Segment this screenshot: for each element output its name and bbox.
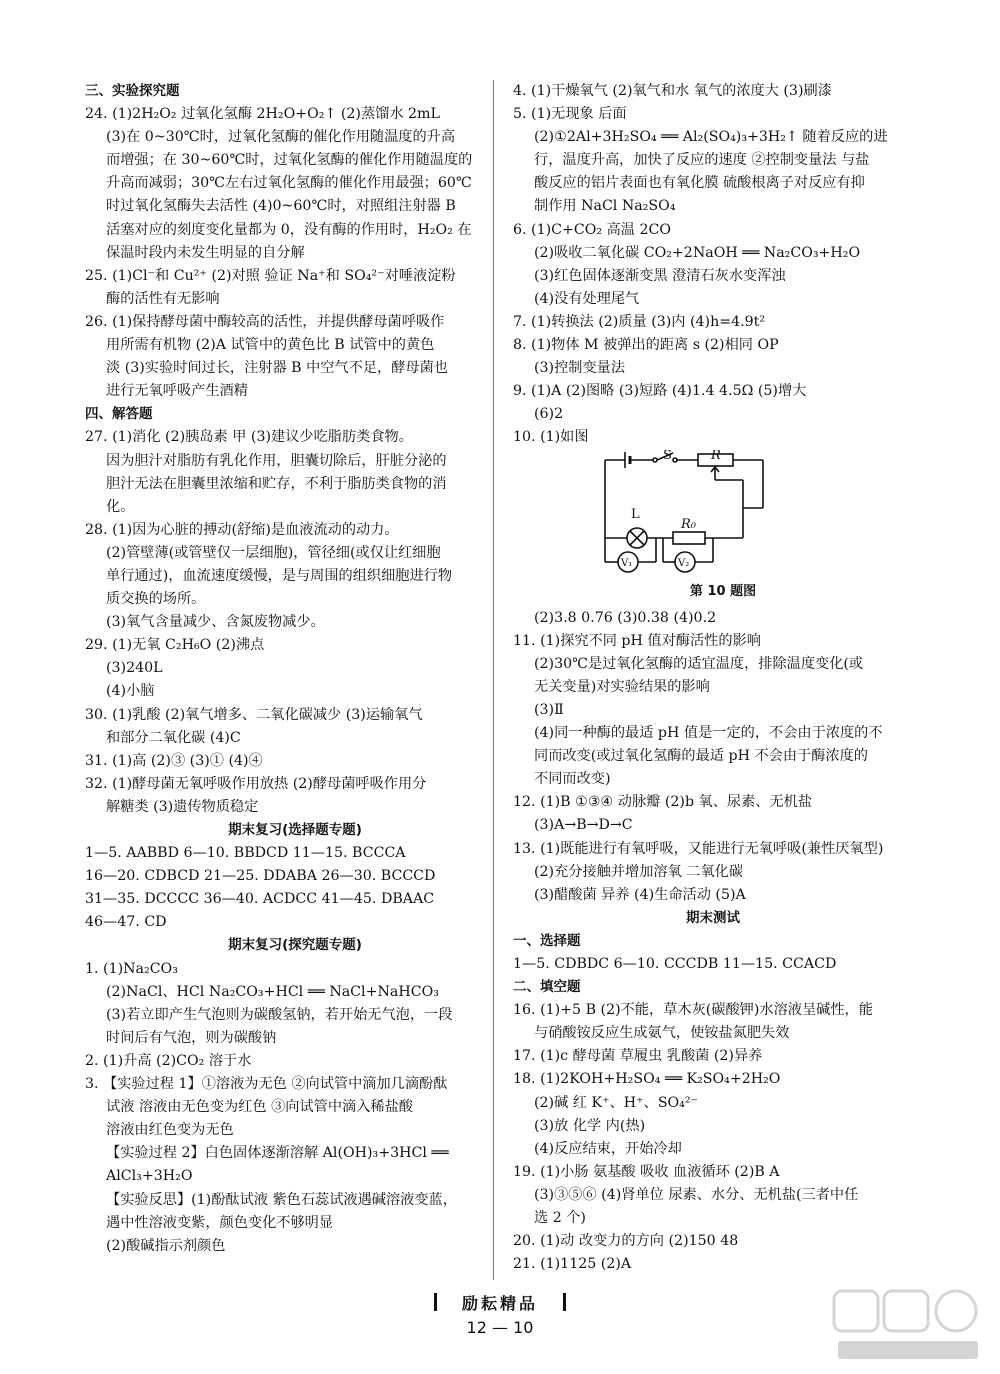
answer-line: 不同而改变) bbox=[534, 771, 611, 788]
answer-line: 用所需有机物 (2)A 试管中的黄色比 B 试管中的黄色 bbox=[106, 337, 435, 354]
answer-line: (2)碱 红 K⁺、H⁺、SO₄²⁻ bbox=[534, 1094, 699, 1111]
answer-line: 而增强；在 30~60℃时，过氧化氢酶的催化作用随温度的 bbox=[106, 152, 473, 169]
answer-line: 【实验反思】(1)酚酞试液 紫色石蕊试液遇碱溶液变蓝， bbox=[106, 1191, 457, 1208]
answer-line: (4)小脑 bbox=[106, 683, 155, 700]
answer-line: 27. (1)消化 (2)胰岛素 甲 (3)建议少吃脂肪类食物。 bbox=[85, 429, 413, 446]
answer-line: 行，温度升高，加快了反应的速度 ②控制变量法 与盐 bbox=[534, 152, 870, 169]
answer-line: (2)3.8 0.76 (3)0.38 (4)0.2 bbox=[534, 609, 717, 626]
answer-line: (3)放 化学 内(热) bbox=[534, 1117, 646, 1134]
answer-line: 进行无氧呼吸产生酒精 bbox=[106, 383, 248, 400]
answer-line: 16—20. CDBCD 21—25. DDABA 26—30. BCCCD bbox=[85, 868, 436, 885]
answer-line: 1—5. CDBDC 6—10. CCCDB 11—15. CCACD bbox=[513, 956, 837, 972]
answer-line: (3)在 0~30℃时，过氧化氢酶的催化作用随温度的升高 bbox=[106, 129, 456, 146]
answer-line: 20. (1)动 改变力的方向 (2)150 48 bbox=[513, 1233, 739, 1250]
answer-line: (4)反应结束，开始冷却 bbox=[534, 1140, 682, 1157]
answer-line: 活塞对应的刻度变化量都为 0，没有酶的作用时，H₂O₂ 在 bbox=[106, 221, 472, 238]
answer-line: 16. (1)+5 B (2)不能，草木灰(碳酸钾)水溶液呈碱性，能 bbox=[513, 1002, 873, 1019]
answer-line: 10. (1)如图 bbox=[513, 429, 589, 446]
answer-line: 12. (1)B ①③④ 动脉瓣 (2)b 氧、尿素、无机盐 bbox=[513, 794, 813, 811]
answer-line: 46—47. CD bbox=[85, 914, 167, 931]
answer-line: 1. (1)Na₂CO₃ bbox=[85, 960, 178, 977]
answer-line: 胆汁无法在胆囊里浓缩和贮存，不利于脂肪类食物的消 bbox=[106, 475, 447, 492]
section-heading: 一、选择题 bbox=[513, 932, 581, 949]
answer-line: (2)管壁薄(或管壁仅一层细胞)，管径细(或仅让红细胞 bbox=[106, 544, 441, 561]
answer-line: (3)红色固体逐渐变黑 澄清石灰水变浑浊 bbox=[534, 267, 786, 284]
label-V2: V₂ bbox=[678, 557, 690, 569]
figure-caption: 第 10 题图 bbox=[689, 583, 757, 599]
answer-line: 17. (1)c 酵母菌 草履虫 乳酸菌 (2)异养 bbox=[513, 1048, 763, 1065]
answer-line: 25. (1)Cl⁻和 Cu²⁺ (2)对照 验证 Na⁺和 SO₄²⁻对唾液淀粉 bbox=[85, 267, 456, 284]
answer-line: (3)240L bbox=[106, 660, 163, 677]
right-column-top bbox=[513, 80, 913, 450]
watermark-logo bbox=[828, 1285, 988, 1365]
label-R0: R₀ bbox=[681, 516, 696, 532]
answer-line: (3)A→B→D→C bbox=[534, 817, 633, 834]
answer-line: 遇中性溶液变紫，颜色变化不够明显 bbox=[106, 1214, 334, 1231]
answer-line: AlCl₃+3H₂O bbox=[106, 1168, 193, 1185]
answer-line: 32. (1)酵母菌无氧呼吸作用放热 (2)酵母菌呼吸作用分 bbox=[85, 775, 427, 792]
section-heading: 二、填空题 bbox=[513, 979, 581, 996]
label-V1: V₁ bbox=[621, 557, 633, 569]
brand-logo: 励耘精品 bbox=[430, 1291, 570, 1314]
answer-line: (3)控制变量法 bbox=[534, 360, 626, 377]
answer-line: 18. (1)2KOH+H₂SO₄ ══ K₂SO₄+2H₂O bbox=[513, 1071, 781, 1088]
answer-line: 试液 溶液由无色变为红色 ③向试管中滴入稀盐酸 bbox=[106, 1099, 413, 1116]
answer-line: 时过氧化氢酶失去活性 (4)0~60℃时，对照组注射器 B bbox=[106, 198, 456, 215]
answer-line: 13. (1)既能进行有氧呼吸，又能进行无氧呼吸(兼性厌氧型) bbox=[513, 840, 884, 857]
answer-line: 淡 (3)实验时间过长，注射器 B 中空气不足，酵母菌也 bbox=[106, 360, 448, 377]
chapter-heading: 期末测试 bbox=[686, 909, 740, 926]
answer-line: (2)30℃是过氧化氢酶的适宜温度，排除温度变化(或 bbox=[534, 655, 864, 672]
answer-line: 5. (1)无现象 后面 bbox=[513, 106, 627, 123]
left-column bbox=[85, 80, 505, 1258]
answer-line: 单行通过)，血流速度缓慢，是与周围的组织细胞进行物 bbox=[106, 567, 453, 584]
chapter-heading: 期末复习(探究题专题) bbox=[228, 937, 362, 954]
circuit-diagram bbox=[513, 450, 913, 580]
answer-line: (2)充分接触并增加溶氧 二氧化碳 bbox=[534, 863, 744, 880]
answer-line: (2)NaCl、HCl Na₂CO₃+HCl ══ NaCl+NaHCO₃ bbox=[106, 983, 439, 1000]
answer-line: 9. (1)A (2)图略 (3)短路 (4)1.4 4.5Ω (5)增大 bbox=[513, 383, 807, 400]
answer-line: (3)若立即产生气泡则为碳酸氢钠，若开始无气泡，一段 bbox=[106, 1006, 453, 1023]
answer-line: (4)同一种酶的最适 pH 值是一定的，不会由于浓度的不 bbox=[534, 725, 883, 742]
answer-line: 3. 【实验过程 1】①溶液为无色 ②向试管中滴加几滴酚酞 bbox=[85, 1076, 448, 1093]
answer-line: 制作用 NaCl Na₂SO₄ bbox=[534, 198, 676, 215]
answer-line: 化。 bbox=[106, 498, 135, 515]
answer-line: (4)没有处理尾气 bbox=[534, 290, 640, 307]
answer-line: (6)2 bbox=[534, 406, 564, 423]
section-heading: 四、解答题 bbox=[85, 406, 153, 423]
answer-line: 31—35. DCCCC 36—40. ACDCC 41—45. DBAAC bbox=[85, 891, 435, 908]
answer-line: 21. (1)1125 (2)A bbox=[513, 1256, 632, 1273]
answer-line: 7. (1)转换法 (2)质量 (3)内 (4)h=4.9t² bbox=[513, 313, 766, 330]
answer-line: 溶液由红色变为无色 bbox=[106, 1122, 234, 1139]
answer-line: (2)酸碱指示剂颜色 bbox=[106, 1237, 226, 1254]
answer-line: 时间后有气泡，则为碳酸钠 bbox=[106, 1029, 277, 1046]
right-column-bottom bbox=[513, 607, 913, 1277]
answer-line: 因为胆汁对脂肪有乳化作用，胆囊切除后，肝脏分泌的 bbox=[106, 452, 447, 469]
answer-line: 11. (1)探究不同 pH 值对酶活性的影响 bbox=[513, 632, 761, 649]
answer-line: 【实验过程 2】白色固体逐渐溶解 Al(OH)₃+3HCl ══ bbox=[106, 1145, 449, 1162]
answer-line: 4. (1)干燥氧气 (2)氧气和水 氧气的浓度大 (3)刷漆 bbox=[513, 83, 832, 99]
answer-line: 29. (1)无氧 C₂H₆O (2)沸点 bbox=[85, 637, 265, 654]
answer-line: 酶的活性有无影响 bbox=[106, 290, 220, 307]
page-number: 12 — 10 bbox=[466, 1318, 534, 1337]
answer-line: 19. (1)小肠 氨基酸 吸收 血液循环 (2)B A bbox=[513, 1163, 780, 1180]
circuit-figure bbox=[513, 450, 913, 580]
chapter-heading: 期末复习(选择题专题) bbox=[228, 822, 362, 838]
label-S: S bbox=[663, 449, 672, 463]
answer-line: 2. (1)升高 (2)CO₂ 溶于水 bbox=[85, 1052, 252, 1069]
answer-line: (2)①2Al+3H₂SO₄ ══ Al₂(SO₄)₃+3H₂↑ 随着反应的进 bbox=[534, 129, 888, 146]
answer-line: 26. (1)保持酵母菌中酶较高的活性，并提供酵母菌呼吸作 bbox=[85, 313, 445, 330]
answer-line: 28. (1)因为心脏的搏动(舒缩)是血液流动的动力。 bbox=[85, 521, 399, 538]
answer-line: (3)醋酸菌 异养 (4)生命活动 (5)A bbox=[534, 886, 746, 903]
answer-line: 酸反应的铝片表面也有氧化膜 硫酸根离子对反应有抑 bbox=[534, 175, 865, 192]
section-heading: 三、实验探究题 bbox=[85, 83, 180, 99]
answer-line: (2)吸收二氧化碳 CO₂+2NaOH ══ Na₂CO₃+H₂O bbox=[534, 244, 861, 261]
answer-line: 解糖类 (3)遗传物质稳定 bbox=[106, 798, 259, 815]
answer-line: (3)氧气含量减少、含氮废物减少。 bbox=[106, 614, 325, 631]
answer-line: 保温时段内未发生明显的自分解 bbox=[106, 244, 305, 261]
answer-line: 质交换的场所。 bbox=[106, 591, 206, 608]
answer-line: 31. (1)高 (2)③ (3)① (4)④ bbox=[85, 752, 263, 769]
answer-line: (3)Ⅱ bbox=[534, 701, 564, 718]
label-L: L bbox=[631, 506, 640, 522]
answer-line: 24. (1)2H₂O₂ 过氧化氢酶 2H₂O+O₂↑ (2)蒸馏水 2mL bbox=[85, 106, 440, 123]
right-column bbox=[513, 80, 913, 1276]
answer-line: 与硝酸铵反应生成氨气，使铵盐氮肥失效 bbox=[534, 1025, 790, 1042]
label-R: R bbox=[711, 449, 721, 463]
answer-line: 无关变量)对实验结果的影响 bbox=[534, 678, 710, 695]
answer-line: 6. (1)C+CO₂ 高温 2CO bbox=[513, 221, 671, 238]
answer-line: 升高而减弱；30℃左右过氧化氢酶的催化作用最强；60℃ bbox=[106, 175, 472, 192]
answer-line: (3)③⑤⑥ (4)肾单位 尿素、水分、无机盐(三者中任 bbox=[534, 1186, 859, 1203]
answer-line: 和部分二氧化碳 (4)C bbox=[106, 729, 241, 746]
answer-line: 30. (1)乳酸 (2)氧气增多、二氧化碳减少 (3)运输氧气 bbox=[85, 706, 423, 723]
answer-line: 同而改变(或过氧化氢酶的最适 pH 不会由于酶浓度的 bbox=[534, 748, 868, 765]
answer-line: 8. (1)物体 M 被弹出的距离 s (2)相同 OP bbox=[513, 337, 779, 354]
answer-line: 1—5. AABBD 6—10. BBDCD 11—15. BCCCA bbox=[85, 845, 406, 862]
answer-line: 选 2 个) bbox=[534, 1210, 586, 1227]
